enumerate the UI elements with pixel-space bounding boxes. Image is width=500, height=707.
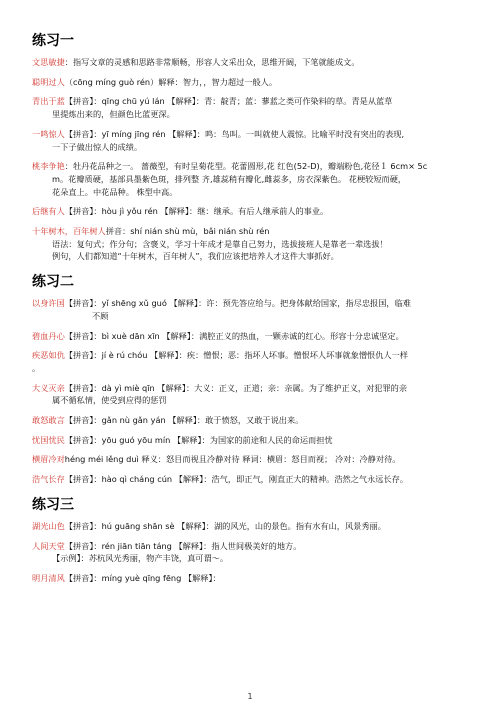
idiom-text: 拼音：shí nián shù mù，bǎi nián shù rén (105, 226, 270, 237)
idiom-term: 忧国忧民 (32, 434, 65, 445)
idiom-term: 以身许国 (32, 298, 65, 309)
idiom-text: 【拼音】：rén jiān tiān táng 【解释】：指人世间极美好的地方。 (64, 540, 302, 551)
entry-item (32, 160, 480, 198)
section-title: 练习一 (32, 33, 74, 49)
idiom-example: 【示例】：苏杭风光秀丽，物产丰饶，真可谓～。 (52, 553, 229, 564)
idiom-text: 【拼音】：jí è rú chóu 【解释】：疾：憎恨；恶：指坏人坏事。憎恨坏人坏事就象憎恨仇人一样 (64, 350, 408, 361)
idiom-text: 【拼音】：qīng chū yú lán 【解释】：青：靛青；蓝：蓼蓝之类可作染料的草。青是从蓝草 (64, 96, 393, 107)
entry-item (32, 382, 480, 407)
entry-item (32, 225, 480, 263)
idiom-text-cont: 里提炼出来的，但颜色比蓝更深。 (52, 109, 175, 120)
idiom-term: 桃李争艳 (32, 161, 65, 172)
idiom-term: 青出于蓝 (32, 96, 65, 107)
entry-item (32, 540, 480, 565)
idiom-term: 聪明过人 (32, 76, 65, 87)
entry-item (32, 572, 480, 585)
idiom-text: 【拼音】：hú guāng shān sè 【解释】：湖的风光，山的景色。指有水有山，风景秀丽。 (64, 520, 386, 531)
idiom-text: 【拼音】：yōu guó yōu mín 【解释】：为国家的前途和人民的命运而担忧 (64, 434, 333, 445)
section-title: 练习二 (32, 274, 74, 291)
idiom-term: 敢怒敢言 (32, 415, 65, 426)
entry-item (32, 128, 480, 153)
idiom-text: héng méi lěng duì 释义：怒目而视且冷静对待 释词：横眉：怒目而视； 冷对：冷静对待。 (64, 454, 401, 465)
idiom-text: 【拼音】：míng yuè qīng fēng 【解释】： (64, 572, 221, 583)
entry-item (32, 76, 480, 89)
idiom-text-cont: 不顾 (92, 310, 109, 321)
idiom-term: 浩气长存 (32, 474, 65, 485)
idiom-text: ：牡丹花品种之一。 蔷薇型，有时呈菊花型。花蕾圆形,花 红色(52-D)，瓣端粉色,花径１ 6cm× 5c (64, 161, 428, 172)
idiom-text-cont: 属不循私情，使受到应得的惩罚 (52, 395, 167, 406)
idiom-text-cont: 例句，人们都知道“十年树木，百年树人”，我们应该把培养人才这件大事抓好。 (52, 251, 339, 262)
idiom-term: 湖光山色 (32, 520, 65, 531)
idiom-text-cont: m。花瓣质硬，基部具墨紫色斑，排列整 齐,雄蕊稍有瓣化,雌蕊多，房衣深紫色。 花梗较短而硬， (52, 173, 407, 184)
entry-item (32, 205, 480, 218)
idiom-text: 【拼音】：gǎn nù gǎn yán 【解释】：敢于愤怒，又敢于说出来。 (64, 415, 304, 426)
idiom-text-cont: 花朵直上。中花品种。 株型中高。 (52, 186, 178, 197)
entry-item (32, 349, 480, 374)
entry-item (32, 520, 480, 533)
entry-item (32, 95, 480, 120)
idiom-term: 碧血丹心 (32, 330, 65, 341)
idiom-term: 横眉冷对 (32, 454, 65, 465)
page-number: 1 (247, 692, 253, 701)
idiom-term: 十年树木，百年树人 (32, 226, 106, 237)
entry-item (32, 473, 480, 486)
idiom-term: 后继有人 (32, 206, 65, 217)
idiom-term: 疾恶如仇 (32, 350, 65, 361)
idiom-text: 【拼音】：bì xuè dān xīn 【解释】：满腔正义的热血，一颗赤诚的红心。形容十分忠诚坚定。 (64, 330, 404, 341)
idiom-term: 大义灭亲 (32, 382, 65, 393)
entry-item (32, 330, 480, 343)
entry-item (32, 414, 480, 427)
idiom-term: 一鸣惊人 (32, 128, 65, 139)
idiom-text: 【拼音】：hòu jì yǒu rén 【解释】：继：继承。有后人继承前人的事业。 (64, 206, 329, 217)
document-page (32, 30, 480, 592)
idiom-term: 人间天堂 (32, 540, 65, 551)
idiom-text: 【拼音】：yǐ shēng xǔ guó 【解释】：许：预先答应给与。把身体献给国家，指尽忠报国，临难 (64, 298, 411, 309)
entry-item (32, 56, 480, 69)
idiom-term: 文思敏捷 (32, 57, 65, 67)
idiom-text-cont: 一下子做出惊人的成绩。 (52, 141, 143, 152)
idiom-text: 【拼音】：dà yì miè qīn 【解释】：大义：正义，正道；亲：亲属。为了维护正义，对犯罪的亲 (64, 382, 408, 393)
section-title: 练习三 (32, 496, 74, 513)
idiom-text: ：指写文章的灵感和思路非常顺畅，形容人文采出众，思维开阔，下笔就能成文。 (64, 57, 360, 67)
idiom-text-cont: 语法：复句式；作分句；含褒义，学习十年成才是靠自己努力，选拔接班人是靠老一辈选拔！ (52, 238, 388, 249)
entry-item (32, 297, 480, 322)
idiom-text-cont: 。 (32, 362, 41, 373)
entry-item (32, 434, 480, 447)
idiom-text: 【拼音】：hào qì cháng cún 【解释】：浩气，即正气，刚直正大的精神。浩然之气永远长存。 (64, 474, 409, 485)
entry-item (32, 453, 480, 466)
idiom-text: （cōng míng guò rén）解释：智力，，智力超过一般人。 (64, 76, 278, 87)
idiom-term: 明月清风 (32, 572, 65, 583)
idiom-text: 【拼音】：yī míng jīng rén 【解释】：鸣：鸟叫。一叫就使人震惊。比喻平时没有突出的表现, (64, 128, 405, 139)
